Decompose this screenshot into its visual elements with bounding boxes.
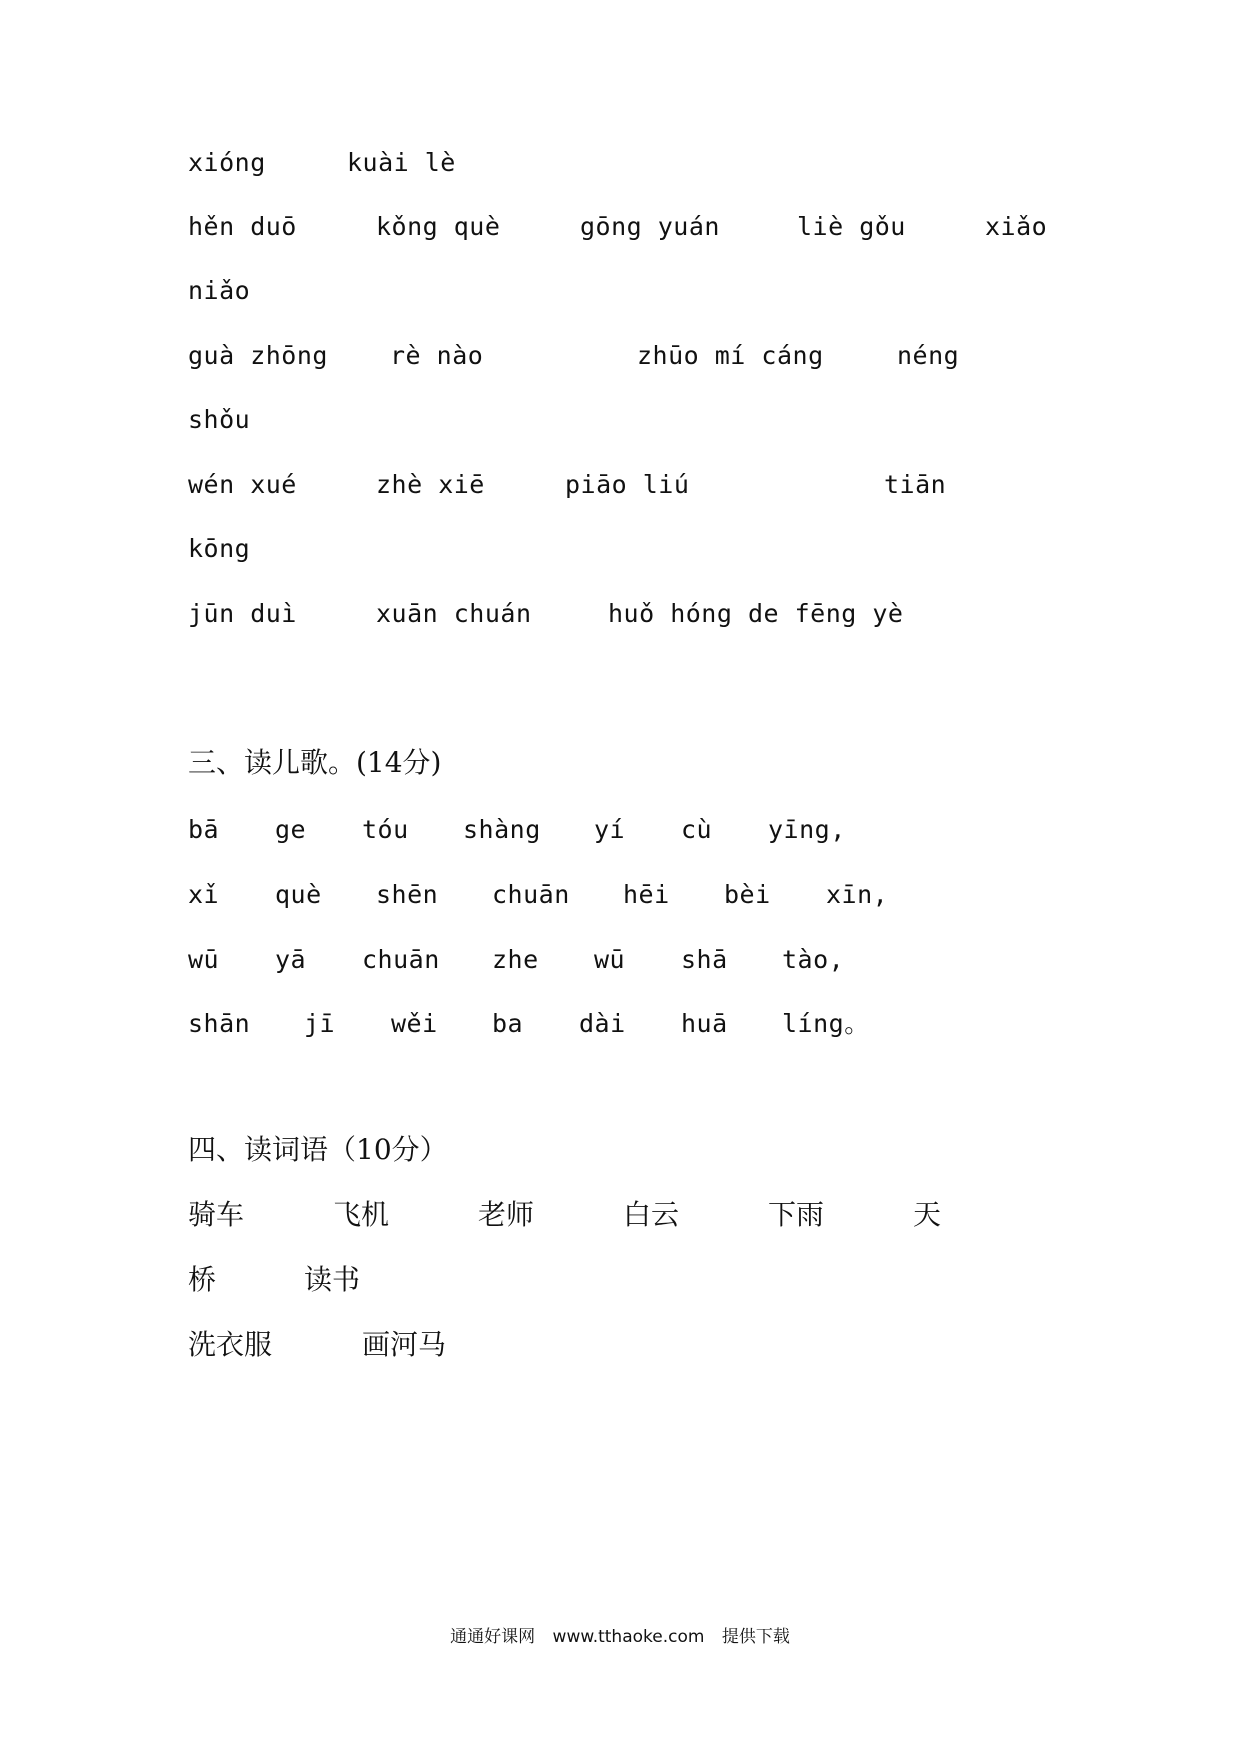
pinyin-word: xuān chuán	[376, 599, 532, 628]
footer-site-name: 通通好课网	[450, 1627, 536, 1647]
section-heading	[0, 743, 1240, 783]
rhyme-syllable: què	[275, 880, 322, 909]
rhyme-syllable: líng。	[782, 1009, 870, 1038]
pinyin-line-8	[0, 594, 1240, 634]
rhyme-syllable: hēi	[623, 880, 670, 909]
rhyme-syllable: bā	[188, 815, 220, 844]
rhyme-syllable: tóu	[362, 815, 409, 844]
page-footer	[0, 1622, 1240, 1647]
pinyin-word: guà zhōng	[188, 341, 328, 370]
rhyme-syllable: tào,	[782, 945, 845, 974]
chinese-word: 洗衣服	[188, 1328, 273, 1361]
pinyin-word: shǒu	[188, 405, 251, 434]
words-line-2	[0, 1260, 1240, 1300]
pinyin-line-6	[0, 465, 1240, 505]
rhyme-syllable: huā	[681, 1009, 728, 1038]
chinese-word: 天	[913, 1198, 942, 1231]
words-line-3	[0, 1325, 1240, 1365]
pinyin-word: huǒ hóng de fēng yè	[608, 599, 904, 628]
pinyin-line-4	[0, 336, 1240, 376]
rhyme-heading: 三、读儿歌。(14分)	[188, 746, 442, 779]
rhyme-syllable: shān	[188, 1009, 251, 1038]
rhyme-syllable: chuān	[492, 880, 570, 909]
pinyin-word: zhūo mí cáng	[637, 341, 824, 370]
rhyme-line-3	[0, 940, 1240, 980]
words-heading: 四、读词语（10分）	[188, 1133, 448, 1166]
rhyme-syllable: yīng,	[768, 815, 846, 844]
rhyme-syllable: xīn,	[826, 880, 889, 909]
rhyme-syllable: xǐ	[188, 880, 220, 909]
rhyme-syllable: yā	[275, 945, 307, 974]
pinyin-word: rè nào	[390, 341, 484, 370]
rhyme-syllable: shàng	[463, 815, 541, 844]
chinese-word: 下雨	[768, 1198, 825, 1231]
rhyme-syllable: shēn	[376, 880, 439, 909]
rhyme-syllable: jī	[304, 1009, 336, 1038]
chinese-word: 画河马	[362, 1328, 447, 1361]
rhyme-syllable: wū	[594, 945, 626, 974]
pinyin-line-3	[0, 271, 1240, 311]
pinyin-word: wén xué	[188, 470, 297, 499]
rhyme-syllable: yí	[594, 815, 626, 844]
rhyme-line-1	[0, 810, 1240, 850]
rhyme-syllable: shā	[681, 945, 728, 974]
rhyme-syllable: ge	[275, 815, 307, 844]
pinyin-word: kuài lè	[347, 148, 456, 177]
footer-url: www.tthaoke.com	[552, 1627, 705, 1647]
pinyin-line-5	[0, 400, 1240, 440]
rhyme-syllable: ba	[492, 1009, 524, 1038]
chinese-word: 白云	[623, 1198, 680, 1231]
pinyin-word: néng	[897, 341, 960, 370]
pinyin-word: kǒng què	[376, 212, 501, 241]
pinyin-word: piāo liú	[565, 470, 690, 499]
pinyin-word: xiǎo	[985, 212, 1048, 241]
pinyin-word: gōng yuán	[580, 212, 720, 241]
pinyin-word: jūn duì	[188, 599, 297, 628]
rhyme-syllable: zhe	[492, 945, 539, 974]
words-line-1	[0, 1195, 1240, 1235]
rhyme-syllable: cù	[681, 815, 713, 844]
pinyin-line-7	[0, 529, 1240, 569]
rhyme-syllable: dài	[579, 1009, 626, 1038]
footer-note: 提供下载	[721, 1627, 790, 1647]
pinyin-word: niǎo	[188, 276, 251, 305]
pinyin-word: hěn duō	[188, 212, 297, 241]
chinese-word: 飞机	[333, 1198, 390, 1231]
rhyme-syllable: wěi	[391, 1009, 438, 1038]
pinyin-word: tiān	[884, 470, 947, 499]
pinyin-word: liè gǒu	[797, 212, 906, 241]
chinese-word: 读书	[304, 1263, 361, 1296]
pinyin-line-1	[0, 143, 1240, 183]
rhyme-line-4	[0, 1004, 1240, 1044]
rhyme-syllable: bèi	[724, 880, 771, 909]
rhyme-line-2	[0, 875, 1240, 915]
pinyin-word: kōng	[188, 534, 251, 563]
section-heading	[0, 1130, 1240, 1170]
rhyme-syllable: wū	[188, 945, 220, 974]
chinese-word: 桥	[188, 1263, 217, 1296]
pinyin-word: zhè xiē	[376, 470, 485, 499]
chinese-word: 老师	[478, 1198, 535, 1231]
rhyme-syllable: chuān	[362, 945, 440, 974]
chinese-word: 骑车	[188, 1198, 245, 1231]
pinyin-word: xióng	[188, 148, 266, 177]
pinyin-line-2	[0, 207, 1240, 247]
